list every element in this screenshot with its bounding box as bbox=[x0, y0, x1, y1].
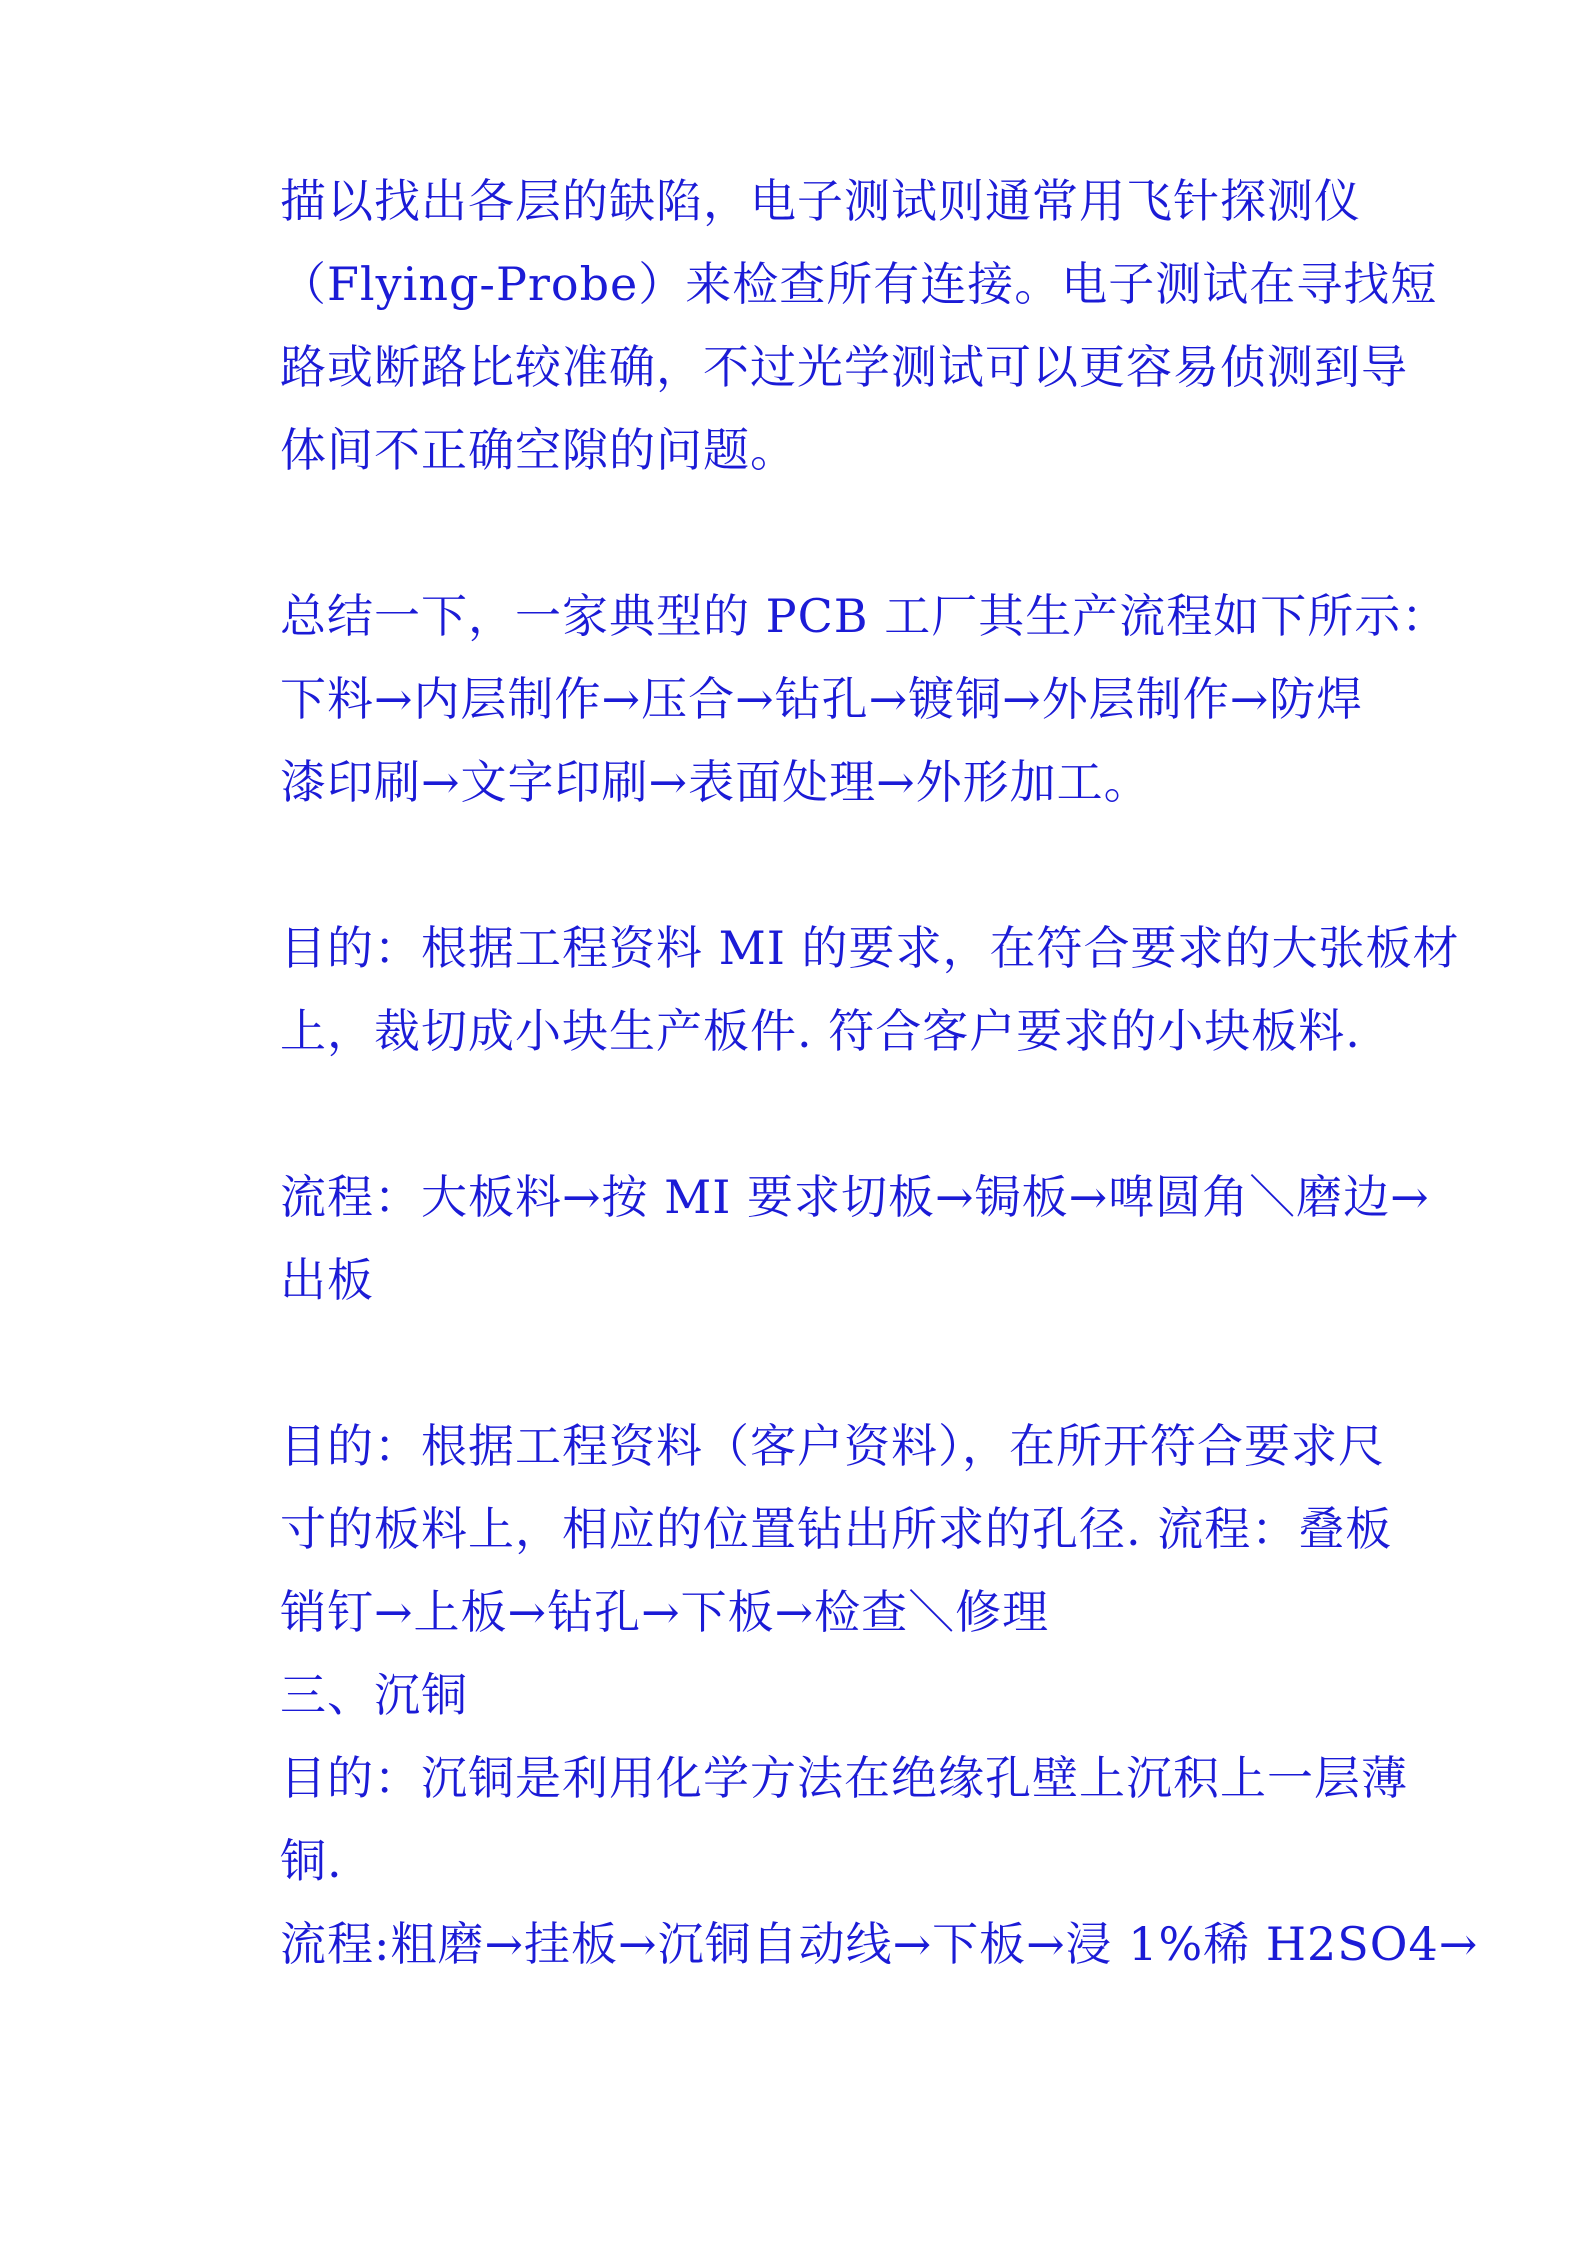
paragraph-spacer bbox=[280, 824, 1460, 907]
text-line: 铜. bbox=[280, 1834, 343, 1888]
paragraph-cutting-process bbox=[280, 1156, 1460, 1322]
text-line: 上，裁切成小块生产板件. 符合客户要求的小块板料. bbox=[280, 1004, 1361, 1058]
document-body bbox=[280, 160, 1479, 1986]
text-line: 描以找出各层的缺陷，电子测试则通常用飞针探测仪 bbox=[280, 174, 1361, 228]
text-line: 目的：沉铜是利用化学方法在绝缘孔壁上沉积上一层薄 bbox=[280, 1751, 1408, 1805]
text-line: 销钉→上板→钻孔→下板→检查＼修理 bbox=[280, 1585, 1050, 1639]
paragraph-summary bbox=[280, 575, 1460, 824]
text-line: （Flying-Probe）来检查所有连接。电子测试在寻找短 bbox=[280, 257, 1438, 311]
text-line: 总结一下，一家典型的 PCB 工厂其生产流程如下所示： bbox=[280, 589, 1449, 643]
paragraph-drilling-and-plating bbox=[280, 1405, 1479, 1986]
paragraph-cutting-purpose bbox=[280, 907, 1460, 1073]
text-line: 流程：大板料→按 MI 要求切板→锔板→啤圆角＼磨边→ bbox=[280, 1170, 1430, 1224]
text-line: 路或断路比较准确，不过光学测试可以更容易侦测到导 bbox=[280, 340, 1408, 394]
text-line: 目的：根据工程资料（客户资料），在所开符合要求尺 bbox=[280, 1419, 1385, 1473]
text-line: 下料→内层制作→压合→钻孔→镀铜→外层制作→防焊 bbox=[280, 672, 1364, 726]
text-line: 体间不正确空隙的问题。 bbox=[280, 423, 797, 477]
paragraph-spacer bbox=[280, 492, 1460, 575]
paragraph-spacer bbox=[280, 1322, 1460, 1405]
text-line: 目的：根据工程资料 MI 的要求，在符合要求的大张板材 bbox=[280, 921, 1460, 975]
text-line: 寸的板料上，相应的位置钻出所求的孔径. 流程：叠板 bbox=[280, 1502, 1393, 1556]
text-line: 流程:粗磨→挂板→沉铜自动线→下板→浸 1%稀 H2SO4→ bbox=[280, 1917, 1479, 1971]
text-line: 漆印刷→文字印刷→表面处理→外形加工。 bbox=[280, 755, 1151, 809]
text-line: 出板 bbox=[280, 1253, 374, 1307]
paragraph-testing bbox=[280, 160, 1460, 492]
section-heading: 三、沉铜 bbox=[280, 1668, 468, 1722]
paragraph-spacer bbox=[280, 1073, 1460, 1156]
